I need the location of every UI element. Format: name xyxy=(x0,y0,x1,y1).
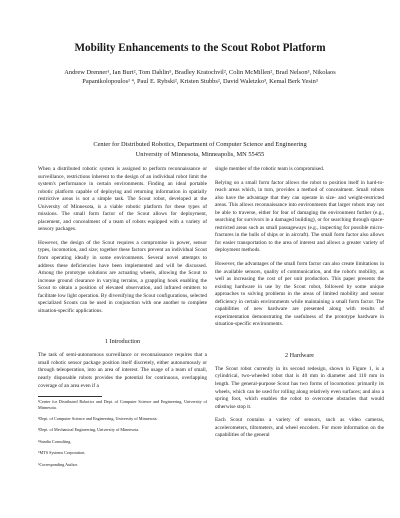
intro-paragraph-continued: single member of the robotic team is compromised. xyxy=(215,166,325,172)
footnote-4: ⁴Sandia Consulting. xyxy=(38,438,72,444)
intro-paragraph-2: Relying on a small form factor allows the robot to position itself in hard-to-reach areas which, in turn, provides a method of concealment. Small robots also have the advantage that they can operate in size- and weight-restricted areas. This allows reconnaissance into environments that larger robots may not be able to traverse, either for fear of damaging the environment further (e.g., searching for survivors in a damaged building), or for searching through space-restricted areas such as small passageways (e.g., inspecting for possible micro-fractures in the hulls of ships or in aircraft). The small form factor also allows for easier transportation to the area of interest and allows a greater variety of deployment methods. xyxy=(215,179,384,254)
abstract-paragraph-2: However, the design of the Scout requires a compromise in power, sensor types, locomotion, and size; together these factors prevent an individual Scout from operating ideally in some environments. Several novel attempts to address these deficiencies have been implemented and will be discussed. Among the prototype solutions are actuating wheels, allowing the Scout to increase ground clearance in varying terrains, a grappling hook enabling the Scout to obtain a position of elevated observation, and infrared emitters to facilitate low light operation. By diversifying the Scout configurations, selected specialized Scouts can be used in conjunction with one another to complete situation-specific applications. xyxy=(38,239,207,314)
author-list: Andrew Drenner¹, Ian Burt², Tom Dahlin⁵, Bradley Kratochvil², Colin McMillen², Brad Nelson³, Nikolaos Papanikolopoulos¹ ⁴, Paul E. Rybski², Kristen Stubbs², David Waletzko³, Kemal Berk Yesin³ xyxy=(64,69,336,86)
affiliation xyxy=(0,140,400,159)
affiliation-line-1: Center for Distributed Robotics, Department of Computer Science and Engineering xyxy=(93,141,307,148)
intro-paragraph-1: The task of semi-autonomous surveillance or reconnaissance requires that a small robotic sensor package position itself discretely, either autonomously or through teleoperation, into an area of interest. The usage of a team of small, nearly disposable robots provides the potential for continuous, overlapping coverage of an area even if a xyxy=(38,352,207,389)
footnote-3: ³Dept. of Mechanical Engineering, University of Minnesota. xyxy=(38,427,140,433)
affiliation-line-2: University of Minnesota, Minneapolis, MN 55455 xyxy=(135,150,265,158)
left-column xyxy=(38,166,207,473)
footnote-1: ¹Center for Distributed Robotics and Dept. of Computer Science and Engineering, University of Minnesota. xyxy=(38,399,207,410)
hardware-paragraph-1: The Scout robot currently in its second redesign, shown in Figure 1, is a cylindrical, two-wheeled robot that is 40 mm in diameter and 110 mm in length. The general-purpose Scout has two forms of locomotion: primarily its wheels, which can be used for rolling along relatively even surfaces; and also a spring foot, which enables the robot to overcome obstacles that would otherwise stop it. xyxy=(215,365,384,410)
section-heading-hardware: 2 Hardware xyxy=(284,351,315,359)
intro-paragraph-3: However, the advantages of the small form factor can also create limitations in the available sensors, quality of communication, and the robot's mobility, as well as increasing the cost of per unit production. This paper presents the existing hardware in use by the Scout robot, followed by some unique approaches to solving problems in the areas of limited mobility and sensor deficiency in certain environments while maintaining a small form factor. The capabilities of new hardware are presented along with results of experimentation demonstrating the usefulness of the prototype hardware in situation-specific environments. xyxy=(215,261,384,328)
footnote-2: ²Dept. of Computer Science and Engineering, University of Minnesota. xyxy=(38,415,158,421)
paper-title: Mobility Enhancements to the Scout Robot Platform xyxy=(74,42,326,54)
hardware-paragraph-2: Each Scout contains a variety of sensors, such as video cameras, accelerometers, tiltometers, and wheel encoders. For more information on the capabilities of the general xyxy=(215,417,384,439)
right-column xyxy=(215,166,384,446)
abstract-paragraph-1: When a distributed robotic system is assigned to perform reconnaissance or surveillance, restrictions inherent to the design of an individual robot limit the system's performance in certain environments. Finding an ideal portable robotic platform capable of deploying and returning information in spatially restrictive areas is not a simple task. The Scout robot, developed at the University of Minnesota, is a viable robotic platform for these types of missions. The small form factor of the Scout allows for deployment, placement, and concealment of a team of robots equipped with a variety of sensory packages. xyxy=(38,166,207,233)
footnote-5: ⁵MTS Systems Corporation. xyxy=(38,450,86,456)
section-heading-introduction: 1 Introduction xyxy=(104,338,141,346)
footnote-rule xyxy=(38,396,102,397)
footnote-6: ⁶Corresponding Author. xyxy=(38,461,78,467)
